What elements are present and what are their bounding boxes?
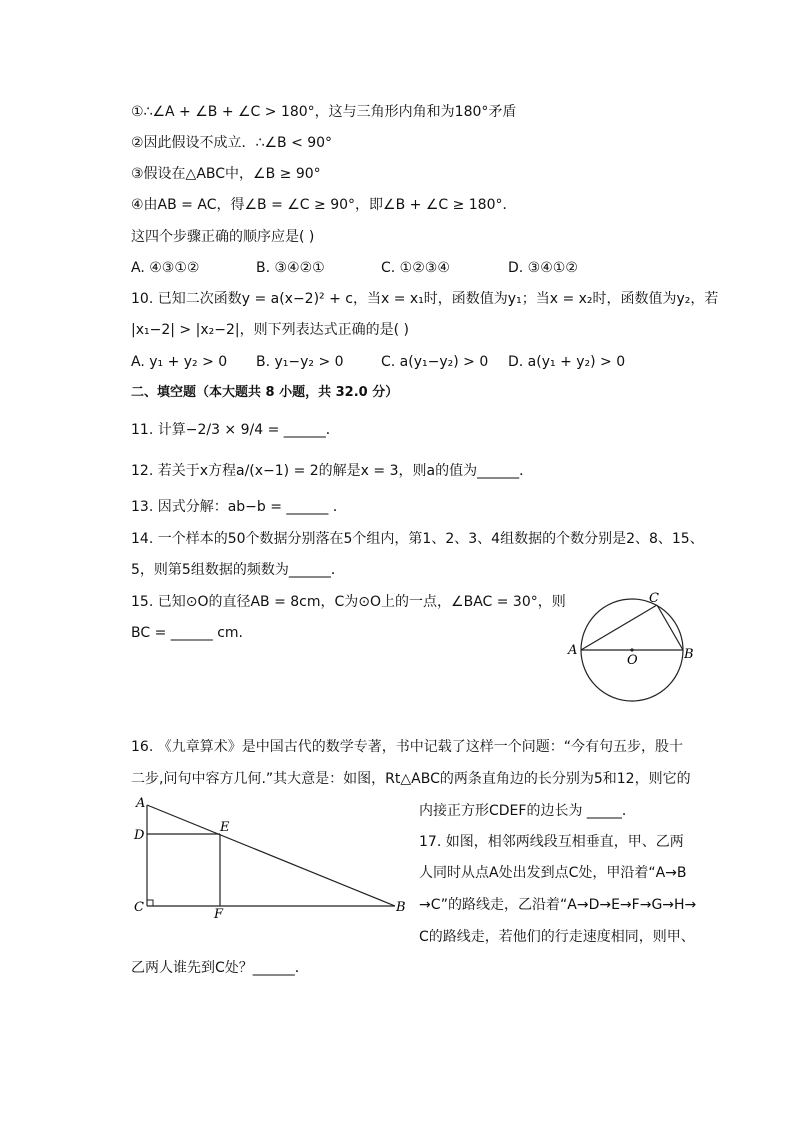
q9-option-b: B. ③④②① <box>256 260 325 276</box>
right-angle-mark <box>147 900 153 906</box>
q14-line-2: 5，则第5组数据的频数为______． <box>131 562 345 578</box>
q16-line-3: 内接正方形CDEF的边长为 _____． <box>419 803 636 819</box>
q9-step-1: ①∴∠A + ∠B + ∠C > 180°，这与三角形内角和为180°矛盾 <box>131 104 517 120</box>
q17-line-1: 17. 如图，相邻两线段互相垂直，甲、乙两 <box>419 834 684 850</box>
label-b: B <box>684 647 694 662</box>
section-2-heading: 二、填空题（本大题共 8 小题，共 32.0 分） <box>131 385 399 400</box>
q10-line-2: |x₁−2| > |x₂−2|，则下列表达式正确的是( ) <box>131 322 409 338</box>
q9-step-4: ④由AB = AC，得∠B = ∠C ≥ 90°，即∠B + ∠C ≥ 180°． <box>131 197 517 213</box>
q16-line-1: 16. 《九章算术》是中国古代的数学专著，书中记载了这样一个问题：“今有句五步，股十 <box>131 739 683 755</box>
q14-line-1: 14. 一个样本的50个数据分别落在5个组内，第1、2、3、4组数据的个数分别是2、8、15、 <box>131 531 704 547</box>
q10-option-c: C. a(y₁−y₂) > 0 <box>381 354 489 370</box>
q10-option-a: A. y₁ + y₂ > 0 <box>131 354 228 370</box>
q17-line-2: 人同时从点A处出发到点C处，甲沿着“A→B <box>419 865 687 881</box>
q15-circle-figure <box>560 588 710 706</box>
label-d: D <box>134 828 145 843</box>
center-dot <box>630 648 633 651</box>
q16-line-2: 二步,问句中容方几何.”其大意是：如图，Rt△ABC的两条直角边的长分别为5和12，则它的 <box>131 771 691 787</box>
label-o: O <box>627 653 638 668</box>
q10-line-1: 10. 已知二次函数y = a(x−2)² + c，当x = x₁时，函数值为y₁；当x = x₂时，函数值为y₂，若 <box>131 291 719 307</box>
q13: 13. 因式分解：ab−b = ______ ． <box>131 499 347 515</box>
q9-question: 这四个步骤正确的顺序应是( ) <box>131 229 315 245</box>
chord-ac <box>581 605 657 650</box>
label-a: A <box>136 796 146 811</box>
q17-line-4: C的路线走，若他们的行走速度相同，则甲、 <box>419 929 695 945</box>
q9-option-d: D. ③④①② <box>508 260 578 276</box>
q17-line-3: →C”的路线走，乙沿着“A→D→E→F→G→H→ <box>419 897 697 913</box>
label-c: C <box>134 900 144 915</box>
q17-line-5: 乙两人谁先到C处？______． <box>131 960 309 976</box>
label-a: A <box>568 643 578 658</box>
q12: 12. 若关于x方程a/(x−1) = 2的解是x = 3，则a的值为______． <box>131 463 534 479</box>
q9-option-c: C. ①②③④ <box>381 260 450 276</box>
label-f: F <box>214 907 224 920</box>
chord-bc <box>657 605 683 650</box>
q9-option-a: A. ④③①② <box>131 260 200 276</box>
q15-line-2: BC = ______ cm. <box>131 625 243 641</box>
q16-triangle-figure <box>128 795 408 920</box>
q9-step-2: ②因此假设不成立．∴∠B < 90° <box>131 135 333 151</box>
q11: 11. 计算−2/3 × 9/4 = ______． <box>131 422 340 438</box>
hypotenuse-ab <box>147 805 395 906</box>
q10-option-b: B. y₁−y₂ > 0 <box>256 354 344 370</box>
q15-line-1: 15. 已知⊙O的直径AB = 8cm，C为⊙O上的一点，∠BAC = 30°，则 <box>131 594 566 610</box>
q9-step-3: ③假设在△ABC中，∠B ≥ 90° <box>131 166 321 182</box>
label-c: C <box>649 591 659 606</box>
q10-option-d: D. a(y₁ + y₂) > 0 <box>508 354 626 370</box>
label-e: E <box>220 820 230 835</box>
label-b: B <box>396 900 406 915</box>
